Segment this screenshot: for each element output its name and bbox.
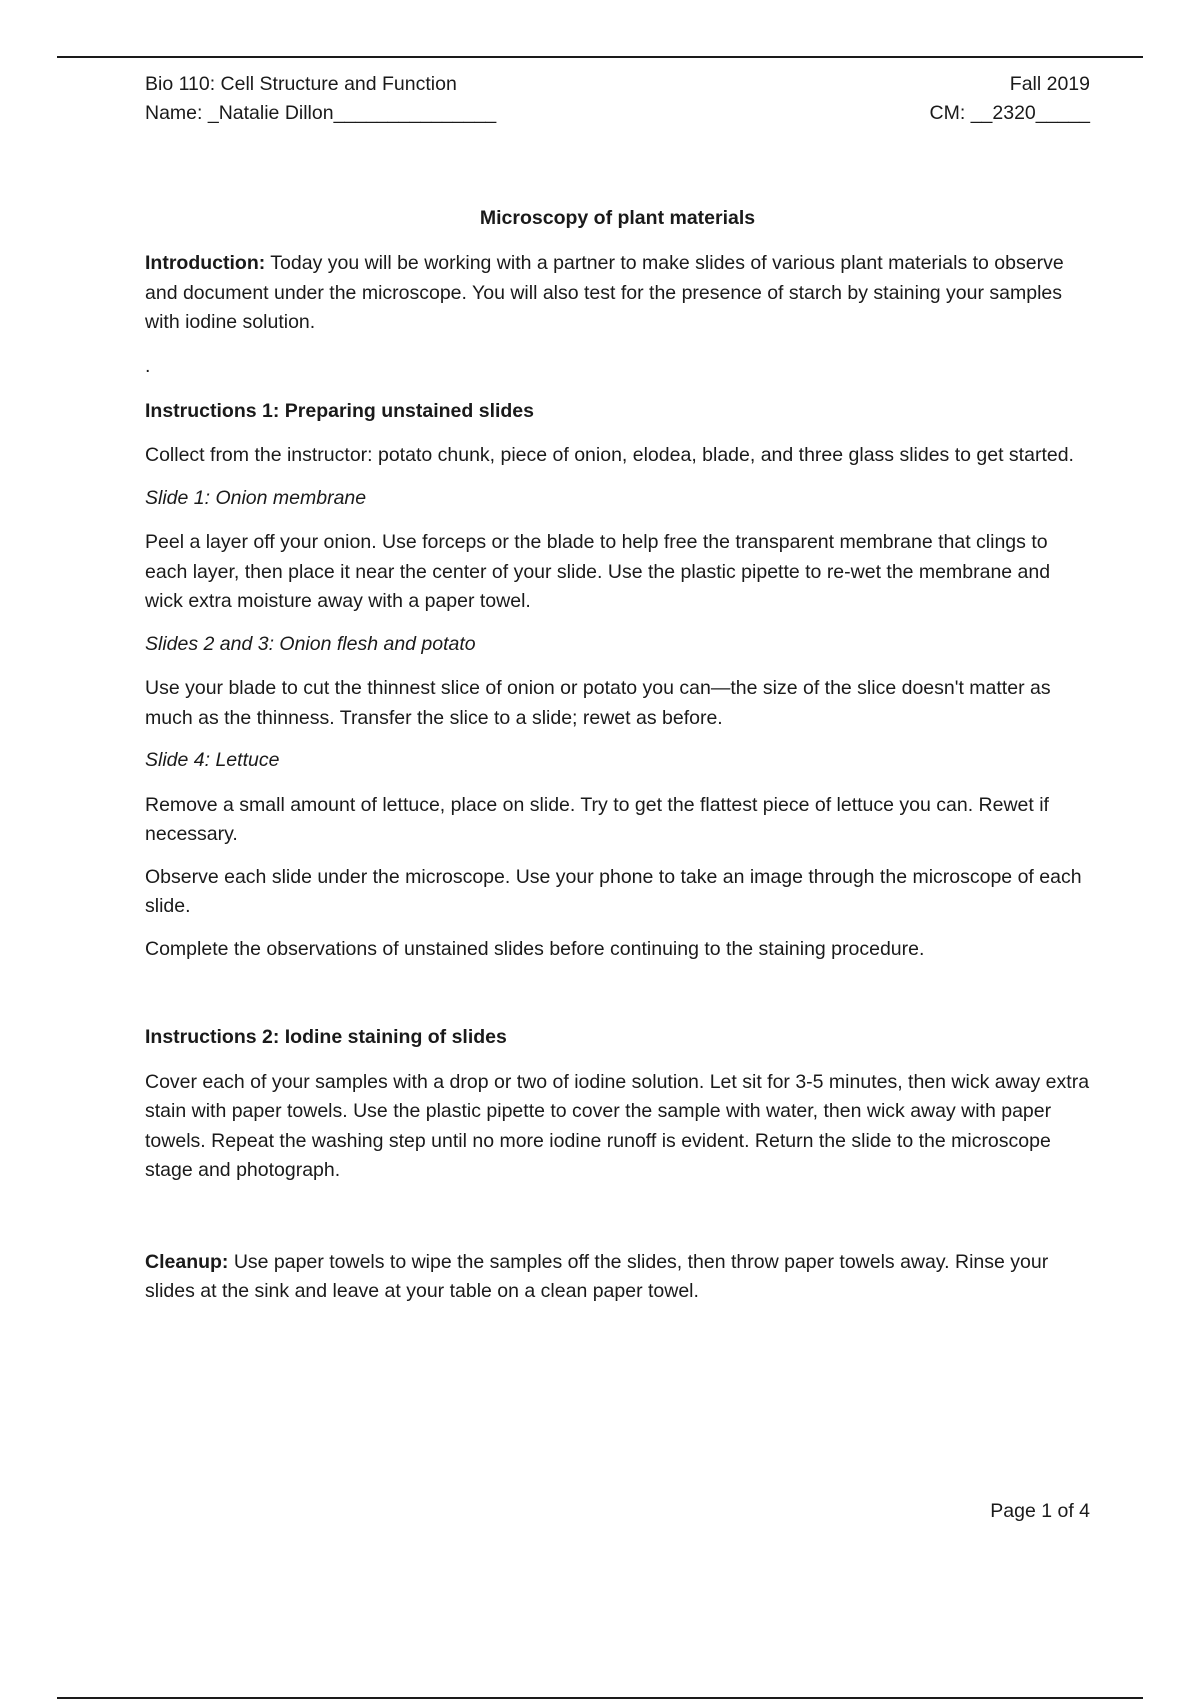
complete-paragraph: Complete the observations of unstained slides before continuing to the staining procedure.	[145, 937, 925, 960]
stray-mark: .	[145, 354, 151, 377]
bottom-rule	[57, 1697, 1143, 1699]
collect-paragraph: Collect from the instructor: potato chunk, piece of onion, elodea, blade, and three glass slides to get started.	[145, 444, 1074, 466]
header-row-2	[145, 99, 1090, 128]
document-body	[145, 70, 1090, 1307]
cleanup-label: Cleanup:	[145, 1250, 229, 1273]
slide23-heading: Slides 2 and 3: Onion flesh and potato	[145, 632, 476, 655]
cleanup-paragraph	[145, 1248, 1090, 1307]
document-title: Microscopy of plant materials	[479, 207, 756, 229]
term-label: Fall 2019	[1009, 73, 1090, 95]
slide4-paragraph: Remove a small amount of lettuce, place on slide. Try to get the flattest piece of lettuce you can. Rewet if necessary.	[145, 793, 1049, 845]
observe-paragraph: Observe each slide under the microscope. Use your phone to take an image through the microscope of each slide.	[145, 865, 1082, 917]
slide4-heading: Slide 4: Lettuce	[145, 749, 280, 771]
instructions2-heading: Instructions 2: Iodine staining of slides	[145, 1026, 507, 1048]
slide23-paragraph: Use your blade to cut the thinnest slice of onion or potato you can—the size of the slice doesn't matter as much as the thinness. Transfer the slice to a slide; rewet as before.	[145, 677, 1051, 729]
slide1-heading: Slide 1: Onion membrane	[145, 486, 367, 509]
introduction-text: Today you will be working with a partner to make slides of various plant materials to observe and document under the microscope. You will also test for the presence of starch by staining your samples with iodine solution.	[145, 252, 1064, 333]
introduction-label: Introduction:	[145, 252, 266, 274]
introduction-paragraph	[145, 249, 1090, 338]
top-rule	[57, 56, 1143, 58]
cleanup-text: Use paper towels to wipe the samples off the slides, then throw paper towels away. Rinse your slides at the sink and leave at your table on a clean paper towel.	[145, 1250, 1049, 1302]
instructions1-heading: Instructions 1: Preparing unstained slides	[145, 399, 535, 422]
cm-number: CM: __2320_____	[929, 102, 1090, 124]
course-title: Bio 110: Cell Structure and Function	[145, 73, 457, 95]
student-name: Name: _Natalie Dillon_______________	[145, 102, 497, 124]
header-row-1	[145, 70, 1090, 99]
staining-paragraph: Cover each of your samples with a drop or two of iodine solution. Let sit for 3-5 minutes, then wick away extra stain with paper towels. Use the plastic pipette to cover the sample with water, then wick away with paper towels. Repeat the washing step until no more iodine runoff is evident. Return the slide to the microscope stage and photograph.	[145, 1070, 1090, 1181]
page-number: Page 1 of 4	[990, 1500, 1090, 1522]
slide1-paragraph: Peel a layer off your onion. Use forceps or the blade to help free the transparent membrane that clings to each layer, then place it near the center of your slide. Use the plastic pipette to re-wet the membrane and wick extra moisture away with a paper towel.	[145, 531, 1051, 612]
